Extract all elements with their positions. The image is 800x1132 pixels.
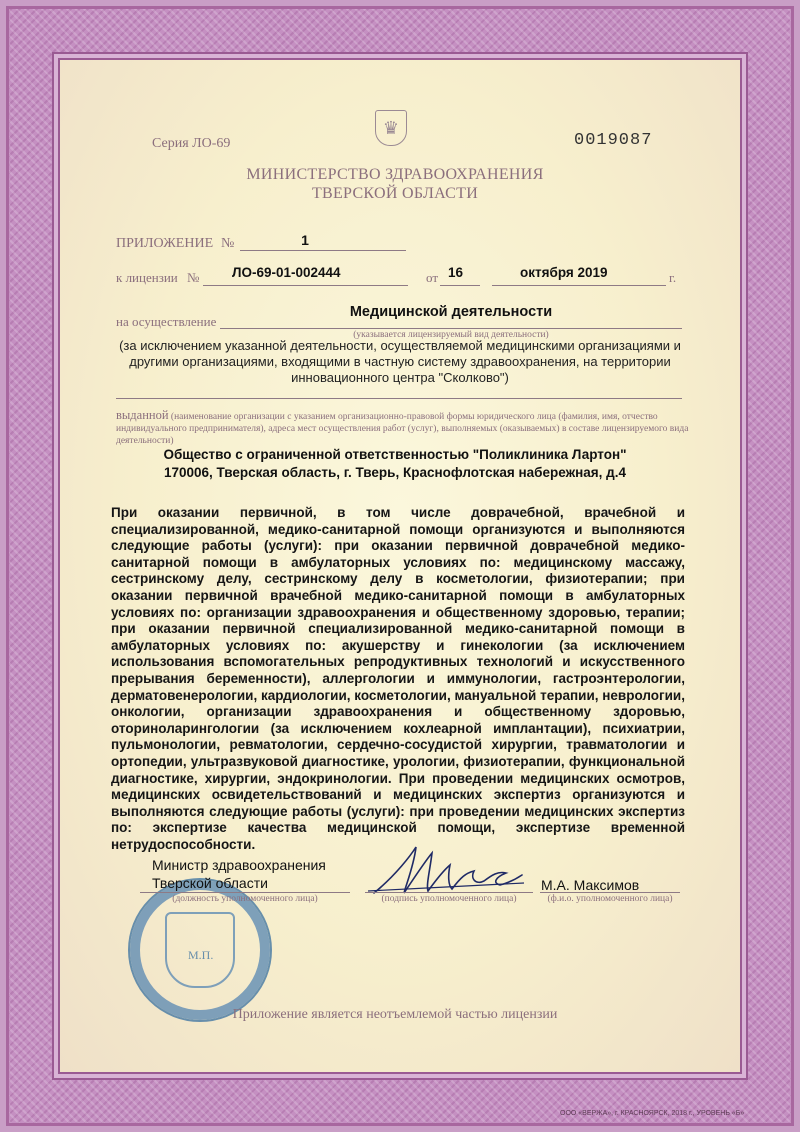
signatory-position-line1: Министр здравоохранения	[152, 857, 326, 873]
license-num-sign: №	[187, 270, 200, 285]
name-hint: (ф.и.о. уполномоченного лица)	[547, 894, 673, 904]
signature-hint: (подпись уполномоченного лица)	[381, 894, 517, 904]
license-number: ЛО-69-01-002444	[232, 265, 341, 280]
signatory-position-line2: Тверской области	[152, 875, 268, 891]
coat-of-arms-icon: ♛	[375, 110, 407, 146]
month-underline	[492, 285, 666, 286]
stamp-mark: М.П.	[188, 948, 214, 962]
activity-value: Медицинской деятельности	[349, 304, 553, 320]
appendix-underline	[240, 250, 406, 251]
appendix-label: ПРИЛОЖЕНИЕ	[116, 236, 214, 251]
form-number: 0019087	[574, 131, 653, 150]
name-underline	[540, 892, 680, 893]
position-underline	[140, 892, 350, 893]
footer-note: Приложение является неотъемлемой частью лицензии	[232, 1007, 558, 1022]
activity-underline	[220, 328, 682, 329]
year-suffix: г.	[669, 270, 677, 285]
license-day: 16	[448, 265, 464, 280]
organization-name: Общество с ограниченной ответственностью "Поликлиника Лартон"	[163, 447, 627, 462]
issued-hint: (наименование организации с указанием организационно-правовой формы юридического лица (фамилия, имя, отчество индивидуального предпринимателя), адреса мест осуществления работ (услуг), выполняемых (оказываемых) в составе лицензируемого вида деятельности)	[116, 412, 689, 446]
day-underline	[440, 285, 480, 286]
activity-label: на осуществление	[116, 314, 217, 329]
issued-label: выданной	[116, 408, 169, 422]
organization-address: 170006, Тверская область, г. Тверь, Краснофлотская набережная, д.4	[163, 465, 627, 480]
activity-hint: (указывается лицензируемый вид деятельности)	[353, 330, 549, 340]
issued-separator	[116, 398, 682, 399]
printer-info: ООО «ВЕРЖА», г. КРАСНОЯРСК, 2018 г., УРОВЕНЬ «Б»	[560, 1110, 745, 1117]
license-month-year: октября 2019	[520, 265, 608, 280]
appendix-value: 1	[301, 232, 309, 248]
appendix-num-sign: №	[221, 236, 235, 251]
activity-exclusion: (за исключением указанной деятельности, осуществляемой медицинскими организациями и другими организациями, входящими в частную систему здравоохранения, на территории инновационного центра "Сколково")	[119, 338, 681, 385]
services-description: При оказании первичной, в том числе доврачебной, врачебной и специализированной, медико-санитарной помощи организуются и выполняются следующие работы (услуги): при оказании первичной доврачебной медико-санитарной помощи в амбулаторных условиях по: медицинскому массажу, сестринскому делу, сестринскому делу в косметологии, физиотерапии; при оказании первичной врачебной медико-санитарной помощи в амбулаторных условиях по: организации здравоохранения и общественному здоровью, терапии; при оказании первичной специализированной медико-санитарной помощи в амбулаторных условиях по: акушерству и гинекологии (за исключением использования вспомогательных репродуктивных технологий и искусственного прерывания беременности), аллергологии и иммунологии, гастроэнтерологии, дерматовенерологии, кардиологии, косметологии, мануальной терапии, неврологии, онкологии, организации здравоохранения и общественному здоровью, оториноларингологии (за исключением кохлеарной имплантации), психиатрии, пульмонологии, ревматологии, сердечно-сосудистой хирургии, травматологии и ортопедии, ультразвуковой диагностике, урологии, физиотерапии, функциональной диагностике, хирургии, эндокринологии. При проведении медицинских осмотров, медицинских освидетельствований и медицинских экспертиз организуются и выполняются следующие работы (услуги): при проведении медицинских экспертиз по: экспертизе качества медицинской помощи, экспертизе временной нетрудоспособности.	[111, 505, 685, 852]
license-label: к лицензии	[116, 270, 178, 285]
series-label: Серия ЛО-69	[152, 136, 231, 151]
license-number-underline	[203, 285, 408, 286]
from-label: от	[426, 270, 439, 285]
ministry-name-line2: ТВЕРСКОЙ ОБЛАСТИ	[311, 185, 479, 202]
signatory-name: М.А. Максимов	[541, 877, 640, 893]
issued-block-hint	[116, 409, 690, 447]
signature-underline	[365, 892, 533, 893]
position-hint: (должность уполномоченного лица)	[172, 894, 318, 904]
ministry-name-line1: МИНИСТЕРСТВО ЗДРАВООХРАНЕНИЯ	[246, 166, 544, 183]
